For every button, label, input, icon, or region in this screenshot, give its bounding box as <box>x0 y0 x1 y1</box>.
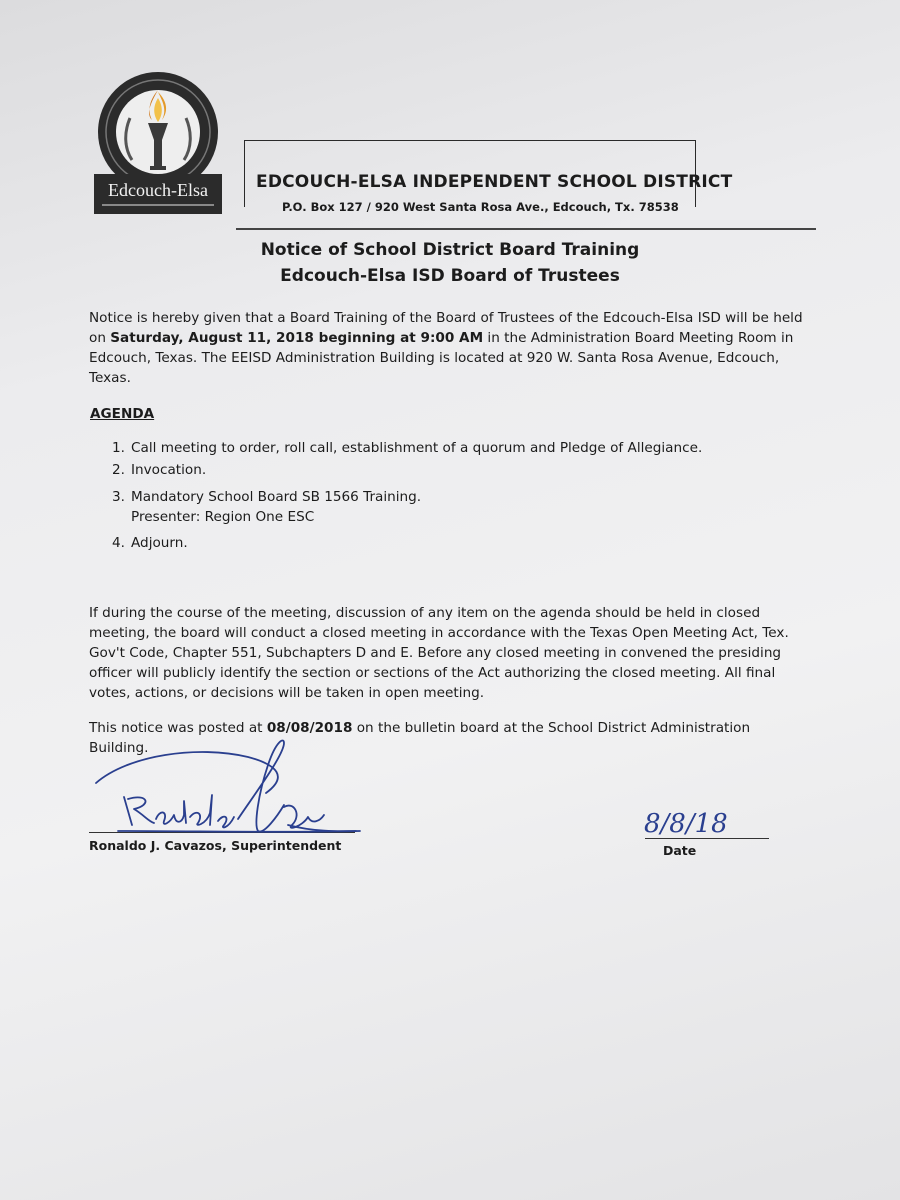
paragraph-line: officer will publicly identify the section or sections of the Act authorizing the closed meeting. All final <box>89 665 776 681</box>
intro-line: Notice is hereby given that a Board Training of the Board of Trustees of the Edcouch-Elsa ISD will be held <box>89 310 803 326</box>
svg-text:8/8/18: 8/8/18 <box>644 809 728 839</box>
logo-name-text: Edcouch-Elsa <box>108 180 208 200</box>
district-name: EDCOUCH-ELSA INDEPENDENT SCHOOL DISTRICT <box>256 172 733 192</box>
paragraph-line: Gov't Code, Chapter 551, Subchapters D and E. Before any closed meeting in convened the presiding <box>89 645 782 661</box>
paragraph-line: This notice was posted at 08/08/2018 on the bulletin board at the School District Administration <box>89 720 751 736</box>
paragraph-line: If during the course of the meeting, discussion of any item on the agenda should be held in closed <box>89 605 761 621</box>
date-label: Date <box>663 843 697 858</box>
agenda-item: 3. Mandatory School Board SB 1566 Training. <box>112 489 422 505</box>
meeting-datetime: Saturday, August 11, 2018 beginning at 9:00 AM <box>110 330 484 346</box>
intro-line: Edcouch, Texas. The EEISD Administration Building is located at 920 W. Santa Rosa Avenue, Edcouch, <box>89 350 780 366</box>
handwritten-date <box>640 796 750 841</box>
agenda-item: 2. Invocation. <box>112 462 207 478</box>
district-address: P.O. Box 127 / 920 West Santa Rosa Ave., Edcouch, Tx. 78538 <box>282 200 679 214</box>
intro-paragraph <box>89 308 803 388</box>
paragraph-line: Building. <box>89 740 149 756</box>
notice-subtitle: Edcouch-Elsa ISD Board of Trustees <box>280 266 620 286</box>
paragraph-line: meeting, the board will conduct a closed meeting in accordance with the Texas Open Meeting Act, Tex. <box>89 625 789 641</box>
agenda-item-presenter: Presenter: Region One ESC <box>131 509 315 525</box>
header-divider <box>236 228 816 230</box>
paragraph-line: votes, actions, or decisions will be taken in open meeting. <box>89 685 485 701</box>
posted-date: 08/08/2018 <box>266 720 353 736</box>
agenda-heading: AGENDA <box>90 406 155 422</box>
district-seal-logo <box>88 68 228 218</box>
notice-title: Notice of School District Board Training <box>260 240 640 260</box>
closed-meeting-paragraph <box>89 603 789 703</box>
date-line <box>645 838 769 839</box>
intro-line: on Saturday, August 11, 2018 beginning at 9:00 AM in the Administration Board Meeting Room in <box>89 330 794 346</box>
agenda-item: 4. Adjourn. <box>112 535 188 551</box>
agenda-item: 1. Call meeting to order, roll call, establishment of a quorum and Pledge of Allegiance. <box>112 440 703 456</box>
intro-line: Texas. <box>89 370 131 386</box>
signer-name: Ronaldo J. Cavazos, Superintendent <box>89 838 342 853</box>
handwritten-signature <box>88 735 368 850</box>
